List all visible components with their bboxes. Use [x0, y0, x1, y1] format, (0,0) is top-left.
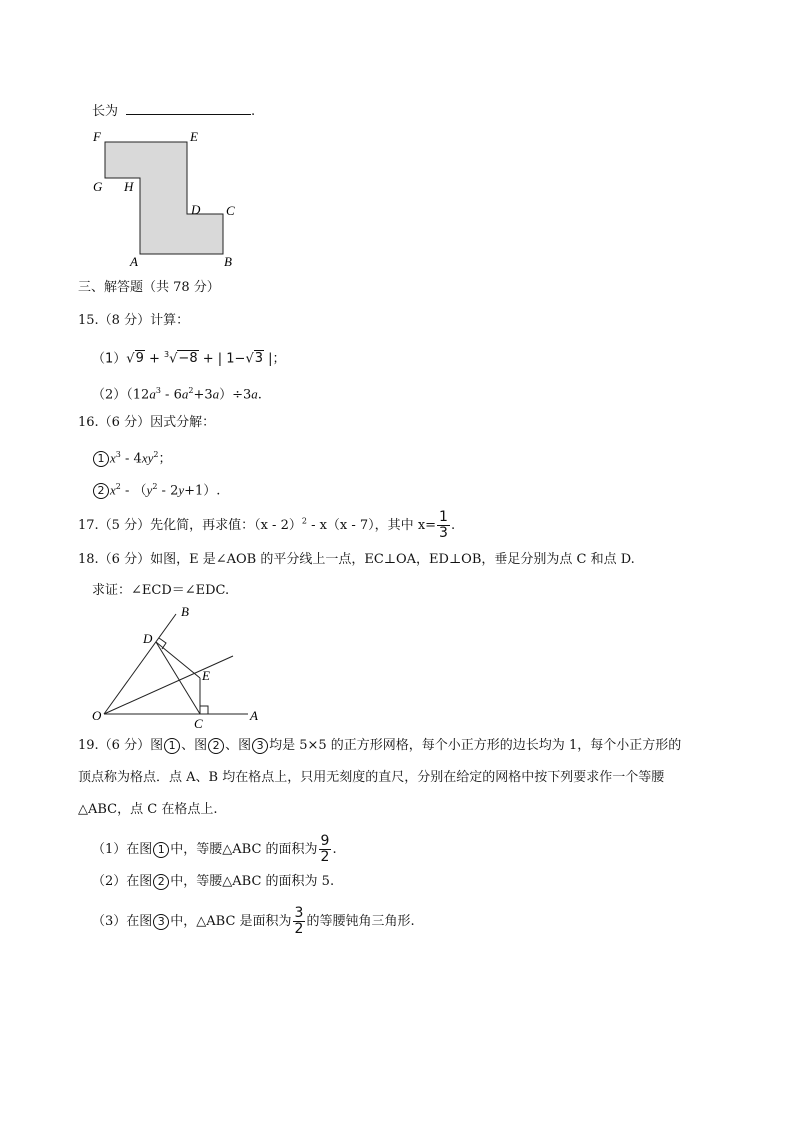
q14-suffix: .: [251, 104, 256, 119]
minus-2: - 2: [157, 483, 179, 499]
plus-1-close: +1）.: [184, 483, 221, 499]
label-E: E: [190, 129, 198, 144]
denominator: 2: [320, 849, 330, 865]
denominator: 2: [294, 921, 304, 937]
circled-number-1: 1: [153, 842, 169, 858]
label-O: O: [92, 708, 102, 723]
q19-line3: △ABC，点 C 在格点上.: [78, 802, 218, 817]
label-E: E: [202, 668, 210, 683]
semicolon: ；: [158, 451, 172, 467]
segment-DC: [156, 642, 200, 714]
var-a: a: [181, 386, 189, 402]
circled-number-3: 3: [153, 914, 169, 930]
fraction-9-2: [319, 834, 332, 865]
q19-sep-2: 、图: [225, 738, 252, 753]
plus-1: +: [144, 351, 165, 367]
var-a: a: [212, 386, 220, 402]
var-x: x: [110, 450, 116, 466]
q16-heading: 16.（6 分）因式分解：: [78, 415, 216, 430]
q14-prefix: 长为: [92, 104, 119, 119]
q19-text-b: 均是 5×5 的正方形网格，每个小正方形的边长均为 1，每个小正方形的: [269, 738, 682, 753]
radicand-neg8: −8: [178, 351, 198, 367]
plus-abs: + | 1−: [198, 351, 246, 367]
cbrt-neg8: √−8: [169, 351, 198, 367]
circled-number-2: 2: [153, 874, 169, 890]
q19-p2-prefix: （2）在图: [92, 874, 153, 889]
q19-part1: [92, 834, 337, 865]
figure-18-angle-bisector: [88, 602, 268, 730]
numerator: 1: [439, 509, 448, 525]
plus-3: +3: [193, 387, 213, 403]
q16-item2: [92, 478, 220, 500]
q19-part3: [92, 906, 415, 937]
label-H: H: [124, 179, 134, 194]
abs-close: |；: [264, 351, 286, 367]
period: .: [257, 387, 262, 403]
divide-3: ）÷3: [219, 387, 252, 403]
q17-line: [78, 510, 455, 541]
label-B: B: [224, 254, 232, 269]
circled-number-1: 1: [164, 738, 180, 754]
q19-p1-text: 中，等腰△ABC 的面积为: [170, 842, 318, 857]
var-xy: xy: [141, 450, 154, 466]
exp-2: 2: [153, 450, 159, 459]
q15-p2-prefix: （2）（12: [92, 387, 150, 403]
var-a: a: [251, 386, 258, 402]
exp-3: 3: [115, 450, 121, 459]
circled-number-2: 2: [93, 483, 109, 499]
figure-14-polygon: [85, 126, 245, 271]
exp-2: 2: [152, 482, 158, 491]
label-A: A: [130, 254, 138, 269]
sqrt-3: √3: [245, 351, 264, 367]
q19-p1-prefix: （1）在图: [92, 842, 153, 857]
minus-paren: - （: [120, 483, 147, 499]
fraction-3-2: [293, 906, 306, 937]
exp-3: 3: [155, 386, 161, 395]
var-a: a: [149, 386, 156, 402]
radicand-3: 3: [254, 351, 264, 367]
section-title: 三、解答题（共 78 分）: [78, 280, 220, 295]
sqrt-9: √9: [126, 351, 144, 367]
q19-p3-end: 的等腰钝角三角形.: [306, 914, 415, 929]
period: .: [332, 842, 337, 857]
q19-line2: 顶点称为格点．点 A、B 均在格点上，只用无刻度的直尺，分别在给定的网格中按下列要求作一个等腰: [78, 770, 665, 785]
var-y: y: [178, 482, 185, 498]
fraction-one-third: [437, 510, 450, 541]
right-angle-mark-C: [200, 706, 208, 714]
var-y: y: [146, 482, 153, 498]
exp-2: 2: [188, 386, 194, 395]
q19-p3-prefix: （3）在图: [92, 914, 153, 929]
right-angle-mark-D: [159, 638, 166, 649]
q19-text-a: 19.（6 分）图: [78, 738, 164, 753]
q19-sep-1: 、图: [181, 738, 208, 753]
q17-text-1: 17.（5 分）先化简，再求值：（x - 2）: [78, 518, 302, 533]
denominator: 3: [439, 525, 448, 541]
answer-blank[interactable]: [126, 102, 251, 115]
minus-4: - 4: [120, 451, 142, 467]
q19-part2: [92, 873, 334, 891]
q15-part2: [92, 382, 262, 404]
label-D: D: [143, 631, 153, 646]
label-C: C: [194, 716, 203, 730]
exp-2: 2: [301, 516, 307, 526]
q16-item1: [92, 446, 171, 468]
numerator: 3: [294, 905, 304, 921]
q18-proof: 求证：∠ECD＝∠EDC.: [92, 583, 230, 598]
exp-2: 2: [115, 482, 121, 491]
period: .: [450, 518, 456, 533]
label-A: A: [250, 708, 258, 723]
cube-root-index: 3: [164, 350, 170, 359]
circled-number-3: 3: [252, 738, 268, 754]
ray-OB: [104, 614, 176, 714]
radicand-9: 9: [135, 351, 144, 367]
q17-text-2: - x（x - 7），其中 x=: [306, 518, 437, 533]
q19-line1: [78, 737, 681, 755]
q14-answer-line: [92, 102, 255, 121]
label-B: B: [181, 604, 189, 619]
label-G: G: [93, 179, 103, 194]
q15-p1-prefix: （1）: [92, 351, 127, 367]
q15-heading: 15.（8 分）计算：: [78, 313, 190, 328]
q19-p3-text: 中，△ABC 是面积为: [170, 914, 292, 929]
var-x: x: [110, 482, 116, 498]
bisector: [104, 656, 233, 714]
q15-part1: [92, 346, 286, 368]
q18-heading: 18.（6 分）如图，E 是∠AOB 的平分线上一点，EC⊥OA，ED⊥OB，垂足分别为点 C 和点 D.: [78, 552, 635, 567]
numerator: 9: [320, 833, 330, 849]
circled-number-1: 1: [93, 451, 109, 467]
label-F: F: [93, 129, 101, 144]
label-D: D: [191, 202, 201, 217]
minus-6: - 6: [160, 387, 182, 403]
q19-p2-text: 中，等腰△ABC 的面积为 5.: [170, 874, 335, 889]
circled-number-2: 2: [208, 738, 224, 754]
label-C: C: [226, 203, 235, 218]
shaded-polygon: [105, 142, 223, 254]
